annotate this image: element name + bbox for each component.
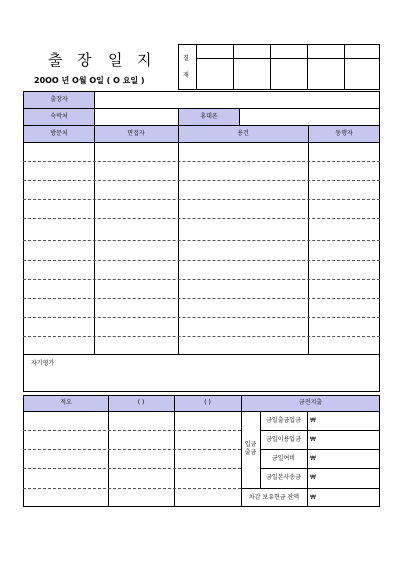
approval-label-bottom: 재 [183,72,189,79]
currency-symbol: ₩ [310,455,316,462]
title-char-1: 출 [48,51,63,69]
blank-row[interactable] [23,336,380,337]
phone-label: 휴대폰 [200,113,218,120]
item-today-hq-remit: 금일본사송금 [266,474,301,481]
evaluation-field[interactable] [24,370,379,391]
deposit-withdraw-label: 입금 출금 [244,441,257,456]
blank-row[interactable] [23,240,380,241]
amount-field-3[interactable] [318,450,379,468]
amount-field-1[interactable] [318,412,379,430]
column-divider [307,411,308,507]
approval-label-top: 결 [183,55,189,62]
blank-row[interactable] [23,199,380,200]
approval-divider [233,44,234,90]
col-interviewee: 면접자 [127,130,145,137]
title-char-3: 일 [108,51,123,69]
column-divider [174,395,175,507]
expense-blank-row[interactable] [23,488,241,489]
expense-blank-row[interactable] [23,468,241,469]
column-divider [108,395,109,507]
approval-box [178,44,380,90]
col-visit-place: 방문처 [50,130,68,137]
currency-symbol: ₩ [310,436,316,443]
title-char-4: 지 [137,51,152,69]
col-blank-2: ( ) [204,399,211,406]
blank-row[interactable] [23,180,380,181]
item-today-use-in: 금일이용입금 [266,436,301,443]
balance-label: 차감 보유현금 잔액 [248,494,300,501]
amount-field-2[interactable] [318,431,379,449]
blank-row[interactable] [23,317,380,318]
item-today-travel: 금일여비 [271,455,296,462]
approval-divider [196,58,380,59]
col-cash-expense: 금전지출 [298,399,323,406]
col-summary: 적요 [60,399,72,406]
blank-row[interactable] [23,161,380,162]
expense-blank-row[interactable] [23,430,241,431]
col-companion: 동행자 [335,130,353,137]
date-line: 20OO 년 O월 O일 ( O 요일 ) [34,76,145,85]
currency-symbol: ₩ [310,417,316,424]
title-char-2: 장 [77,51,92,69]
lodging-label: 숙박처 [50,113,68,120]
blank-row[interactable] [23,298,380,299]
traveler-label: 출장자 [50,96,68,103]
amount-field-4[interactable] [318,469,379,487]
cell-divider [178,108,179,125]
cell-divider [94,91,95,125]
col-blank-1: ( ) [137,399,145,406]
currency-symbol: ₩ [310,474,316,481]
expense-blank-row[interactable] [23,449,241,450]
row-line [23,354,380,355]
approval-divider [307,44,308,90]
approval-divider [196,44,197,90]
currency-symbol: ₩ [310,494,316,501]
approval-divider [270,44,271,90]
blank-row[interactable] [23,218,380,219]
cell-divider [239,108,240,125]
col-business: 용건 [237,130,249,137]
blank-row[interactable] [23,279,380,280]
row-line [23,125,380,126]
approval-divider [344,44,345,90]
blank-row[interactable] [23,260,380,261]
amount-field-balance[interactable] [318,489,379,506]
evaluation-label: 자기평가 [31,360,55,367]
row-line [23,108,380,109]
item-today-out-in: 금일출금입금 [266,417,301,424]
row-line [23,142,380,143]
